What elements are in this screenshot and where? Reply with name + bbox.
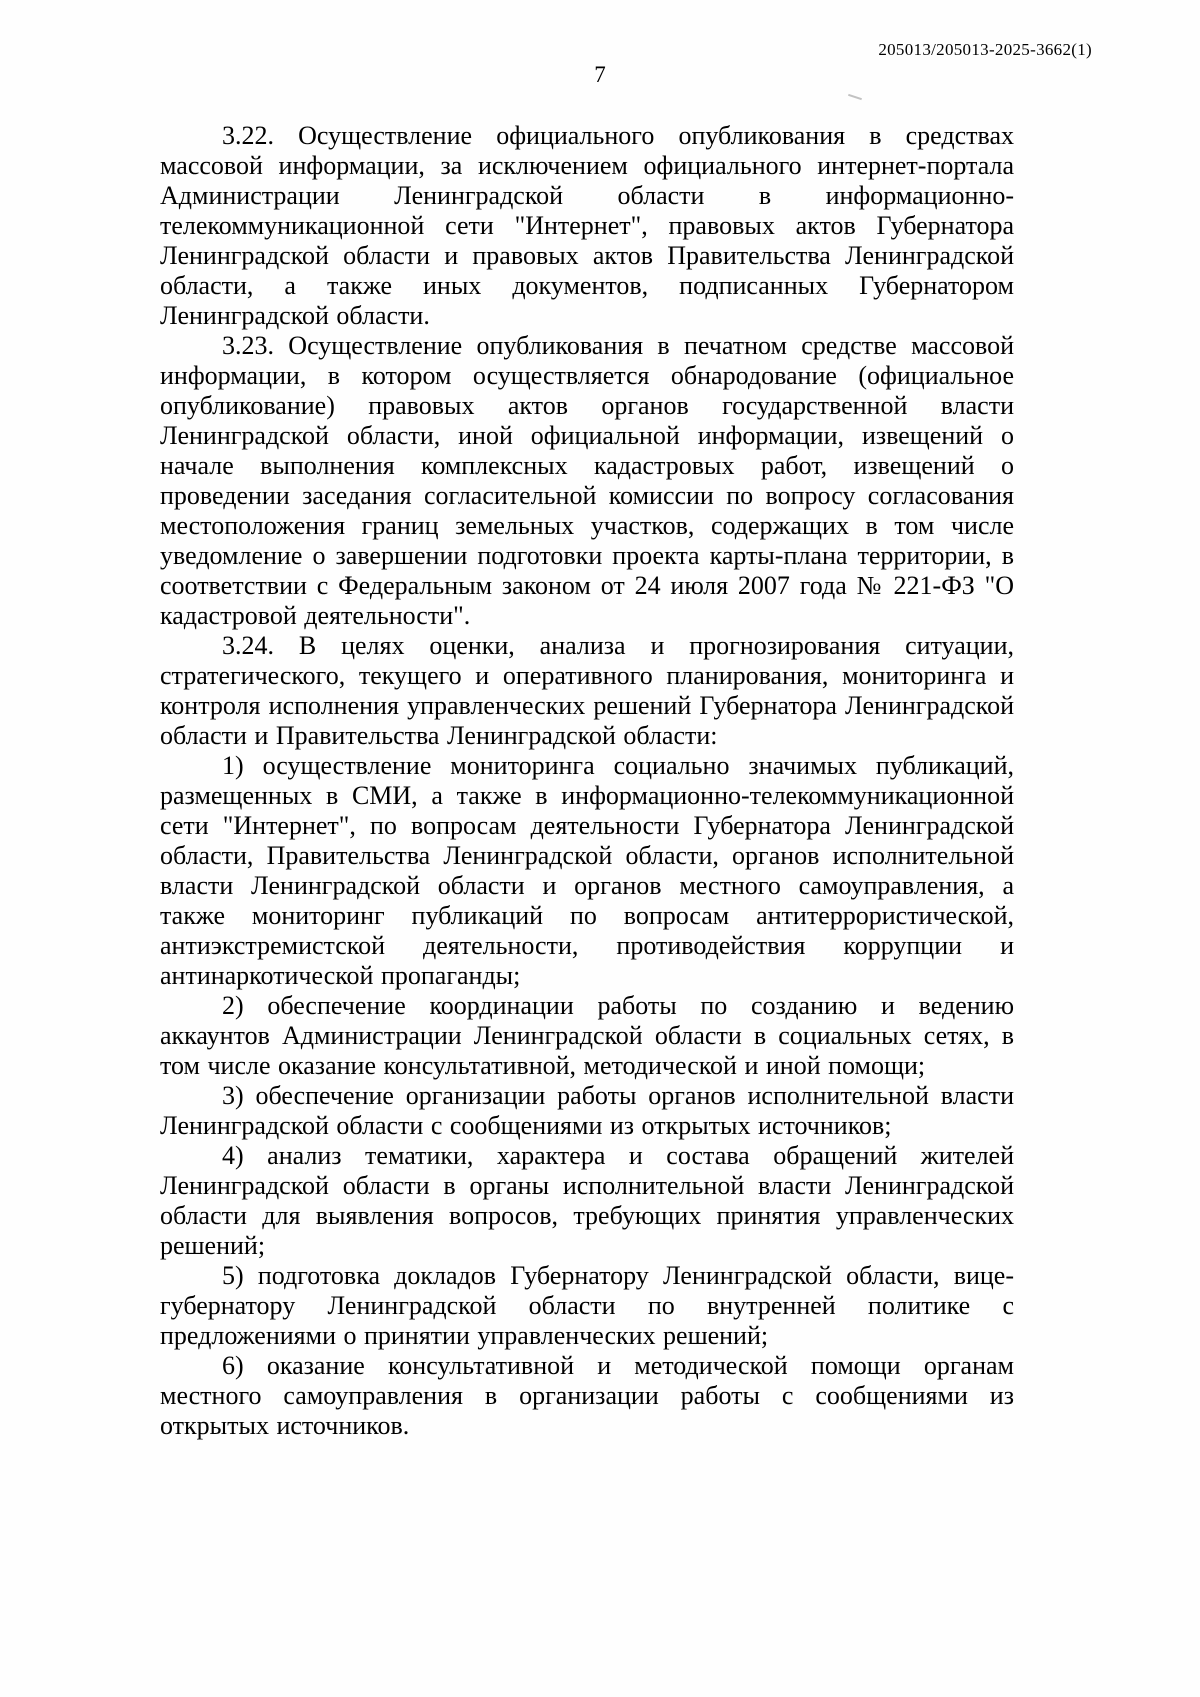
- paragraph: 4) анализ тематики, характера и состава обращений жителей Ленинградской области в органы исполнительной власти Ленинградской области для выявления вопросов, требующих принятия управленческих решений;: [160, 1141, 1014, 1260]
- paragraph: 2) обеспечение координации работы по созданию и ведению аккаунтов Администрации Ленинградской области в социальных сетях, в том числе оказание консультативной, методической и иной помощи;: [160, 991, 1014, 1080]
- paragraph: 6) оказание консультативной и методической помощи органам местного самоуправления в организации работы с сообщениями из открытых источников.: [160, 1351, 1014, 1440]
- document-reference-number: 205013/205013-2025-3662(1): [878, 40, 1092, 59]
- paragraph: 3.24. В целях оценки, анализа и прогнозирования ситуации, стратегического, текущего и оперативного планирования, мониторинга и контроля исполнения управленческих решений Губернатора Ленинградской области и Правительства Ленинградской области:: [160, 631, 1014, 750]
- paragraph: 3.22. Осуществление официального опубликования в средствах массовой информации, за исключением официального интернет-портала Администрации Ленинградской области в информационно-телекоммуникационной сети "Интернет", правовых актов Губернатора Ленинградской области и правовых актов Правительства Ленинградской области, а также иных документов, подписанных Губернатором Ленинградской области.: [160, 121, 1014, 330]
- paragraph: 3) обеспечение организации работы органов исполнительной власти Ленинградской области с сообщениями из открытых источников;: [160, 1081, 1014, 1140]
- document-body: [160, 121, 1014, 1441]
- paragraph: 5) подготовка докладов Губернатору Ленинградской области, вице-губернатору Ленинградской области по внутренней политике с предложениями о принятии управленческих решений;: [160, 1261, 1014, 1350]
- paragraph: 3.23. Осуществление опубликования в печатном средстве массовой информации, в котором осуществляется обнародование (официальное опубликование) правовых актов органов государственной власти Ленинградской области, иной официальной информации, извещений о начале выполнения комплексных кадастровых работ, извещений о проведении заседания согласительной комиссии по вопросу согласования местоположения границ земельных участков, содержащих в том числе уведомление о завершении подготовки проекта карты-плана территории, в соответствии с Федеральным законом от 24 июля 2007 года № 221-ФЗ "О кадастровой деятельности".: [160, 331, 1014, 630]
- page-number: 7: [594, 62, 606, 87]
- paragraph: 1) осуществление мониторинга социально значимых публикаций, размещенных в СМИ, а также в информационно-телекоммуникационной сети "Интернет", по вопросам деятельности Губернатора Ленинградской области, Правительства Ленинградской области, органов исполнительной власти Ленинградской области и органов местного самоуправления, а также мониторинг публикаций по вопросам антитеррористической, антиэкстремистской деятельности, противодействия коррупции и антинаркотической пропаганды;: [160, 751, 1014, 990]
- scan-artifact: [848, 94, 862, 100]
